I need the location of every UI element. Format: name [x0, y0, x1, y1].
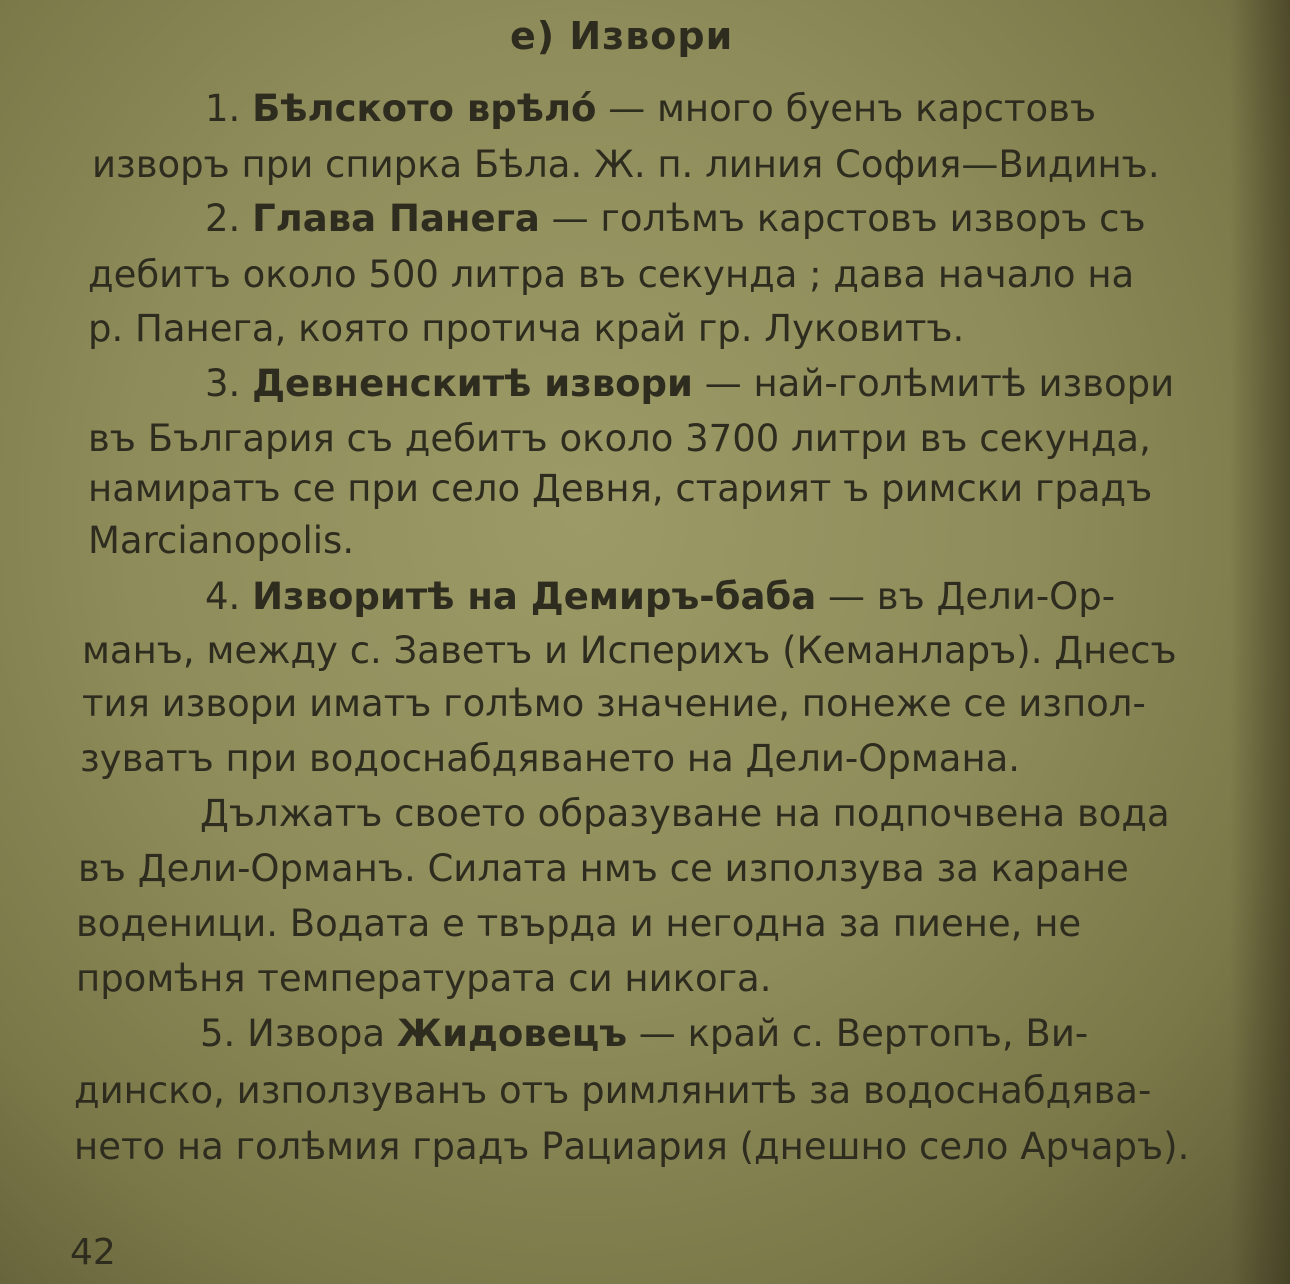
text-segment: 2. [205, 197, 253, 240]
text-line [88, 519, 355, 562]
text-segment: Marcianopolis. [88, 519, 355, 562]
text-segment: динско, използуванъ отъ римлянитѣ за водоснабдява- [74, 1069, 1152, 1112]
text-segment: манъ, между с. Заветъ и Испериxъ (Кеманларъ). Днесъ [82, 629, 1177, 672]
text-segment: — край с. Вертопъ, Ви- [627, 1012, 1089, 1055]
text-line [78, 847, 1129, 890]
text-segment: Дължатъ своето образуване на подпочвена вода [200, 792, 1170, 835]
text-segment: 5. Извора [200, 1012, 397, 1055]
text-line [205, 87, 1097, 130]
text-line [74, 1125, 1190, 1168]
text-line [82, 682, 1146, 725]
text-line [88, 253, 1135, 296]
text-segment: — много буенъ карстовъ [596, 87, 1097, 130]
text-line [205, 575, 1116, 618]
text-line [200, 1012, 1089, 1055]
text-line [205, 197, 1146, 240]
text-segment: намиратъ се при село Девня, старият ъ римски градъ [88, 467, 1153, 510]
bold-term: Глава Панега [252, 197, 540, 240]
text-line [88, 307, 965, 350]
text-segment: воденици. Водата е твърда и негодна за пиене, не [76, 902, 1082, 945]
text-segment: тия извори иматъ голѣмо значение, понеже се изпол- [82, 682, 1146, 725]
text-line [88, 467, 1153, 510]
text-segment: — голѣмъ карстовъ изворъ съ [539, 197, 1146, 240]
text-line [82, 629, 1177, 672]
text-segment: дебитъ около 500 литра въ секунда ; дава начало на [88, 253, 1135, 296]
page-edge-shadow [1230, 0, 1290, 1284]
text-line [92, 143, 1160, 186]
text-segment: — най-голѣмитѣ извори [692, 362, 1175, 405]
text-segment: нето на голѣмия градъ Рациария (днешно село Арчаръ). [74, 1125, 1190, 1168]
text-line [80, 737, 1021, 780]
text-segment: изворъ при спирка Бѣла. Ж. п. линия София—Видинъ. [92, 143, 1160, 186]
text-segment: въ Дели-Орманъ. Силата нмъ се използува за каране [78, 847, 1129, 890]
text-segment: р. Панега, която протича край гр. Луковитъ. [88, 307, 965, 350]
text-line [200, 792, 1170, 835]
bold-term: Жидовецъ [396, 1012, 628, 1055]
text-segment: — въ Дели-Ор- [816, 575, 1116, 618]
text-segment: 1. [205, 87, 253, 130]
text-segment: 4. [205, 575, 253, 618]
bold-term: Бѣлското врѣло́ [252, 87, 597, 130]
text-segment: въ България съ дебитъ около 3700 литри въ секунда, [88, 417, 1151, 460]
text-segment: промѣня температурата си никога. [76, 957, 772, 1000]
bold-term: Девненскитѣ извори [252, 362, 693, 405]
text-line [76, 957, 772, 1000]
bold-term: Изворитѣ на Демиръ-баба [252, 575, 817, 618]
text-line [88, 417, 1151, 460]
text-line [76, 902, 1082, 945]
section-heading: е) Извори [510, 14, 734, 58]
text-line [205, 362, 1175, 405]
text-segment: зуватъ при водоснабдяването на Дели-Ормана. [80, 737, 1021, 780]
text-segment: 3. [205, 362, 253, 405]
page-number: 42 [70, 1232, 116, 1273]
text-line [74, 1069, 1152, 1112]
